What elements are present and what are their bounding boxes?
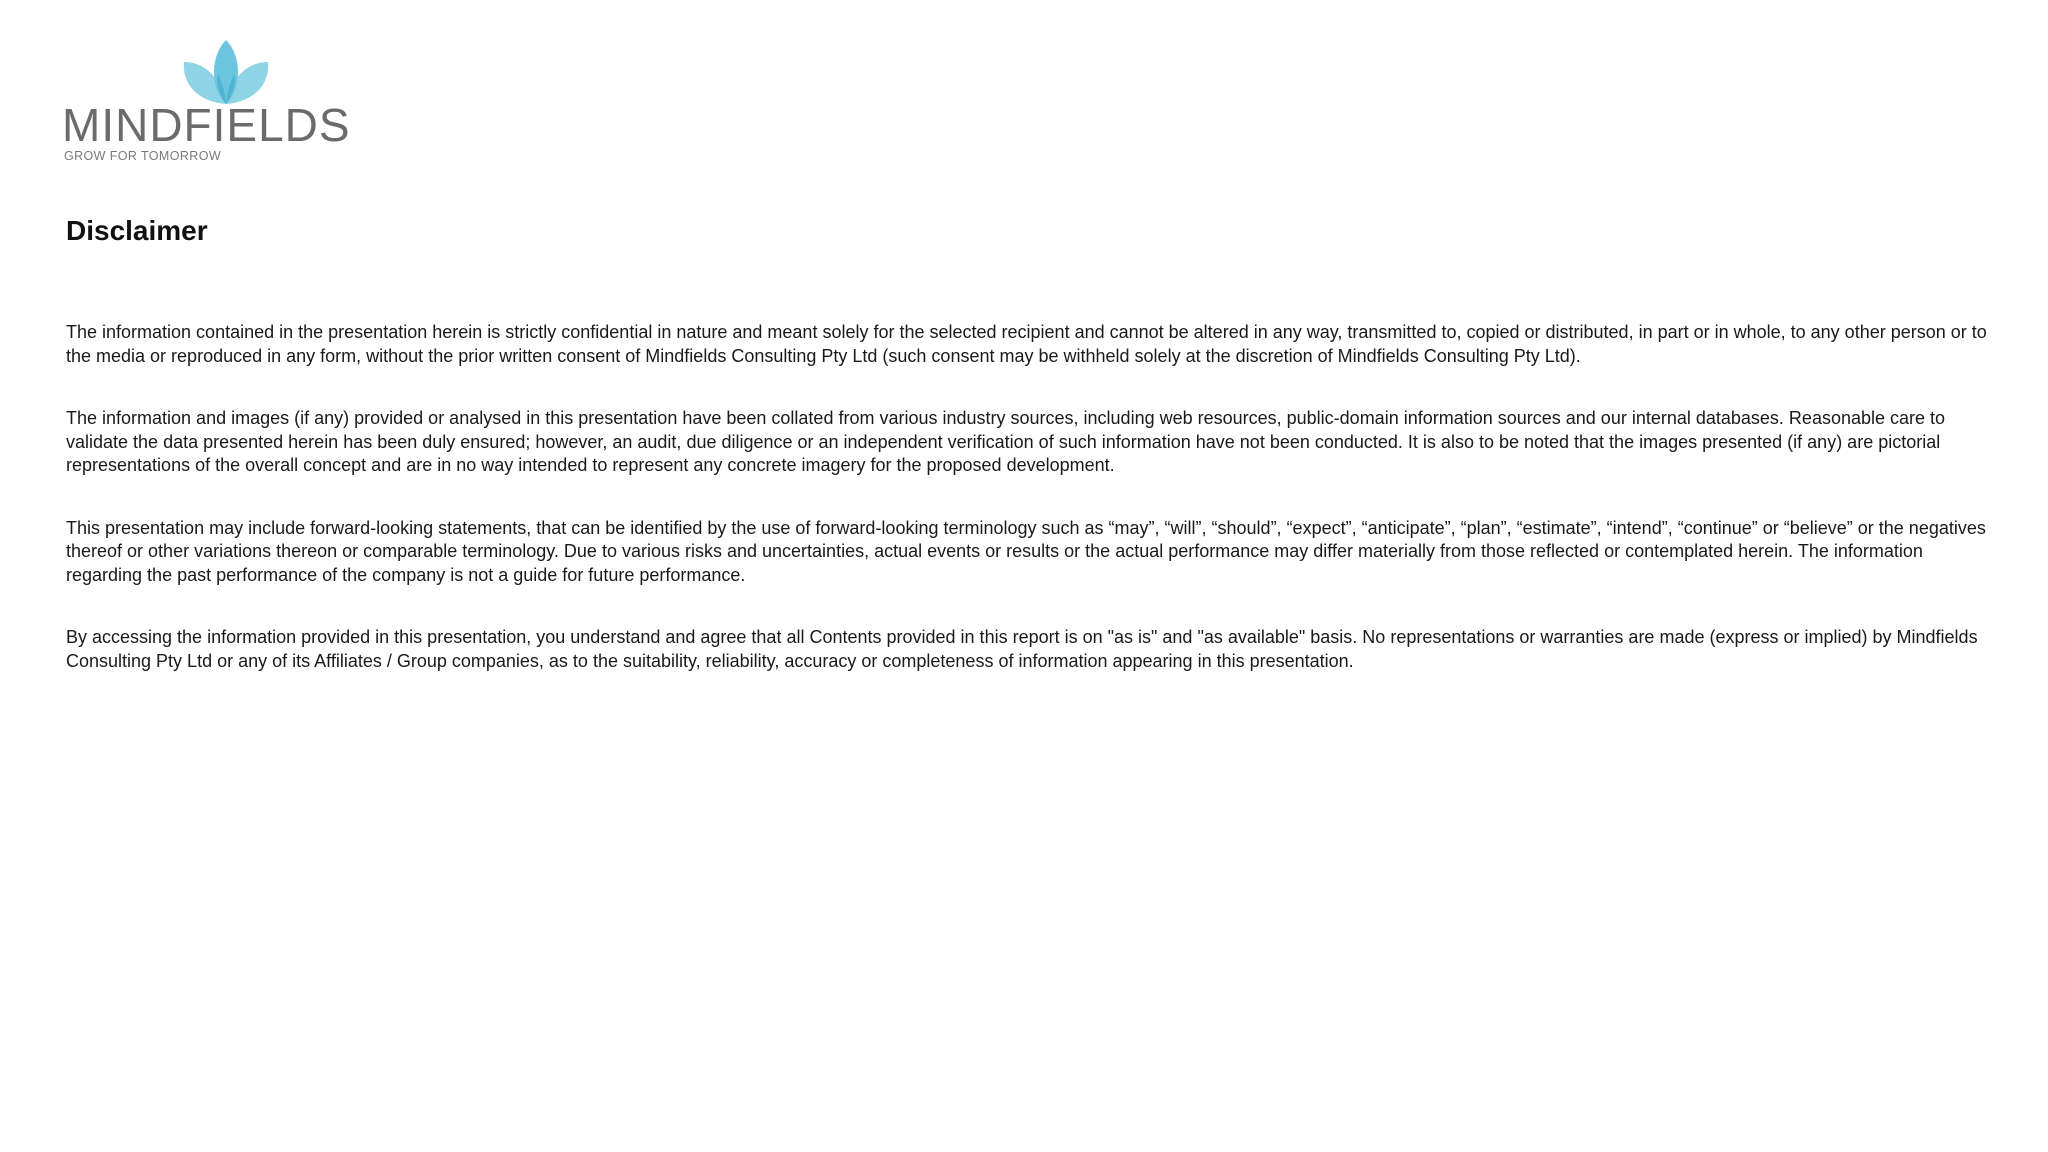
logo-wordmark: MINDFIELDS bbox=[62, 99, 351, 151]
disclaimer-paragraph-sources: The information and images (if any) provided or analysed in this presentation have been collated from various industry sources, including web resources, public-domain information sources and our internal databases. Reasonable care to validate the data presented herein has been duly ensured; however, an audit, due diligence or an independent verification of such information have not been conducted. It is also to be noted that the images presented (if any) are pictorial representations of the overall concept and are in no way intended to represent any concrete imagery for the proposed development. bbox=[66, 408, 1946, 475]
mindfields-logo bbox=[62, 36, 372, 166]
disclaimer-paragraph-confidentiality: The information contained in the presentation herein is strictly confidential in nature and meant solely for the selected recipient and cannot be altered in any way, transmitted to, copied or distributed, in part or in whole, to any other person or to the media or reproduced in any form, without the prior written consent of Mindfields Consulting Pty Ltd (such consent may be withheld solely at the discretion of Mindfields Consulting Pty Ltd). bbox=[66, 322, 1987, 366]
page-title: Disclaimer bbox=[66, 215, 208, 246]
logo-tagline: GROW FOR TOMORROW bbox=[64, 149, 222, 163]
disclaimer-paragraph-forward-looking: This presentation may include forward-looking statements, that can be identified by the use of forward-looking terminology such as “may”, “will”, “should”, “expect”, “anticipate”, “plan”, “estimate”, “intend”, “continue” or “believe” or the negatives thereof or other variations thereon or comparable terminology. Due to various risks and uncertainties, actual events or results or the actual performance may differ materially from those reflected or contemplated herein. The information regarding the past performance of the company is not a guide for future performance. bbox=[66, 517, 1986, 585]
lotus-icon bbox=[178, 36, 274, 106]
disclaimer-body bbox=[66, 321, 1998, 712]
disclaimer-paragraph-as-is: By accessing the information provided in this presentation, you understand and agree that all Contents provided in this report is on "as is" and "as available" basis. No representations or warranties are made (express or implied) by Mindfields Consulting Pty Ltd or any of its Affiliates / Group companies, as to the suitability, reliability, accuracy or completeness of information appearing in this presentation. bbox=[66, 627, 1978, 671]
